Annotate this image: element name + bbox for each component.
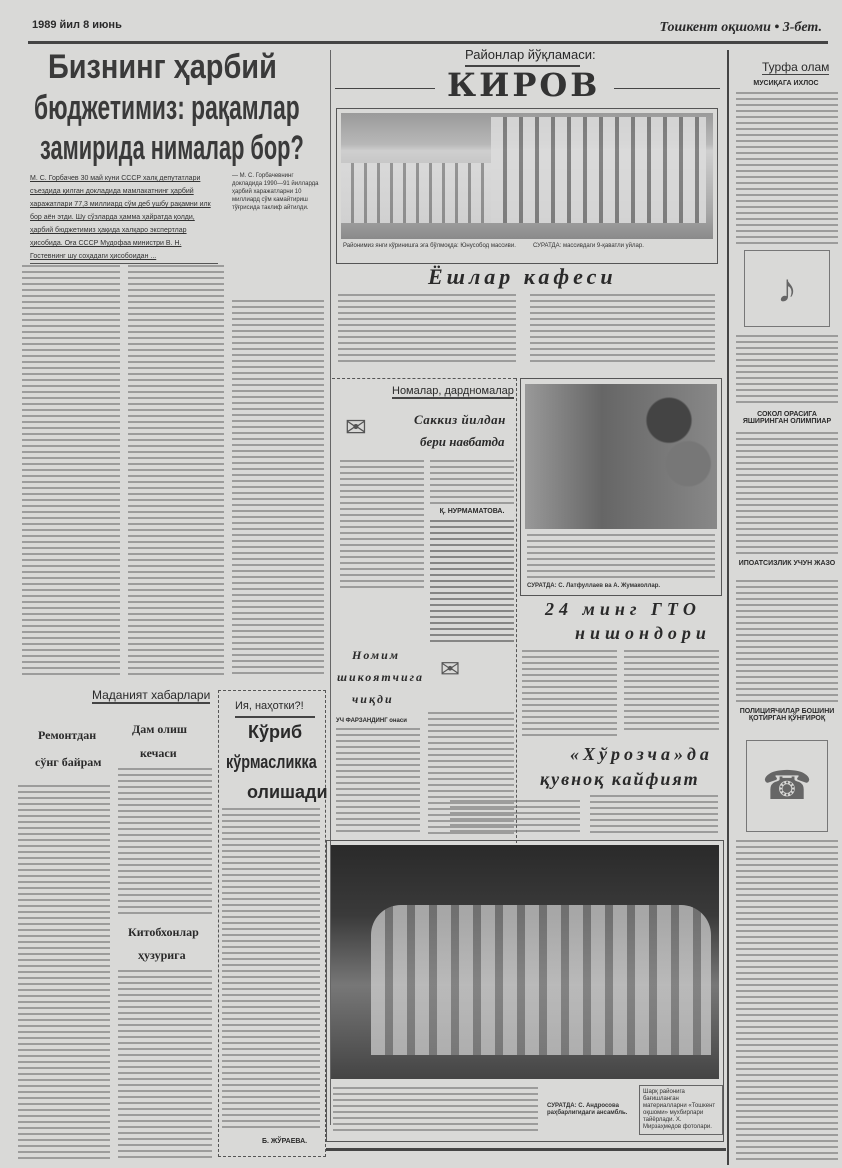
computer-caption-credit: СУРАТДА: С. Латфуллаев ва А. Жумаколлар. [527, 583, 661, 589]
letter1-title-2: бери навбатда [420, 434, 505, 449]
lead-body-col3 [232, 300, 324, 675]
lead-body-col2 [128, 265, 224, 675]
bottom-rule [326, 1148, 726, 1151]
really-section: Ия, наҳотки?! [235, 700, 304, 712]
really-rule [235, 716, 315, 718]
culture-item2-title-2: кечаси [140, 746, 177, 760]
envelope-phone-icon-2: ✉ [440, 657, 461, 683]
kirov-caption-right: СУРАТДА: массивдаги 9-қаватли уйлар. [533, 243, 644, 249]
masthead-rule [28, 41, 828, 44]
building-tall [491, 117, 706, 223]
kirov-kicker: Районлар йўқламаси: [465, 47, 596, 62]
letter1-title-1: Саккиз йилдан [414, 412, 506, 427]
world-item4-title: ПОЛИЦИЯЧИЛАР БОШИНИ ҚОТИРГАН ҚЎНҒИРОҚ [739, 708, 835, 722]
rooster-body-col1 [450, 800, 580, 835]
kids-photo-frame [326, 840, 724, 1142]
lead-title-3: замирида нималар бор? [40, 129, 304, 167]
letter2-body-col1 [336, 728, 420, 836]
really-body [222, 808, 320, 1128]
rooster-body-col2 [590, 795, 718, 835]
title-rule-left [335, 88, 435, 89]
letter2-lead: УЧ ФАРЗАНДИНГ онаси [336, 718, 407, 724]
culture-item1-body [18, 785, 110, 1160]
title-rule-right [614, 88, 720, 89]
apartment-photo [341, 113, 713, 239]
lead-title-1: Бизнинг ҳарбий [48, 48, 277, 86]
lead-quote: — М. С. Горбачевнинг докладида 1990—91 йилларда ҳарбий харажатларни 10 миллиард сўм камайтириш тўғрисида таклиф айтилди. [232, 173, 319, 211]
really-title-2: кўрмасликка [226, 752, 317, 772]
culture-item1-title-2: сўнг байрам [35, 755, 102, 769]
letter2-title-2: шикоятчига [337, 670, 425, 684]
rooster-title-1: «Хўрозча»да [570, 744, 713, 764]
kids-caption-text [333, 1087, 538, 1131]
lead-title-2: бюджетимиз: рақамлар [34, 89, 300, 127]
kirov-photo-frame [336, 108, 718, 264]
kids-row [371, 905, 711, 1055]
gto-title-1: 24 минг ГТО [545, 599, 701, 619]
gto-body-col1 [522, 650, 617, 738]
letter1-body-col2 [430, 460, 514, 504]
letter2-body [430, 520, 514, 645]
letter2-title-1: Номим [352, 648, 400, 662]
kirov-caption-left: Районимиз янги кўринишга эга бўлмоқда: Юнусобод массиви. [343, 243, 516, 249]
letters-box-top [332, 378, 516, 379]
letter1-body-col1 [340, 460, 424, 590]
world-item3-title: ИПОАТСИЗЛИК УЧУН ЖАЗО [738, 560, 836, 567]
world-item1-body [736, 92, 838, 245]
letters-section: Номалар, дардномалар [392, 385, 514, 397]
kids-ensemble-photo [331, 845, 719, 1079]
kirov-border-right [727, 50, 729, 1165]
world-item4-body [736, 840, 838, 1160]
cafe-body-col2 [530, 294, 715, 366]
computer-photo [525, 384, 717, 529]
really-title-3: олишади [247, 782, 328, 802]
issue-date: 1989 йил 8 июнь [32, 19, 122, 31]
building-low [341, 163, 491, 223]
world-item2-title: СОКОЛ ОРАСИГА ЯШИРИНГАН ОЛИМПИАР [742, 411, 832, 425]
culture-item3-title-2: ҳузурига [138, 948, 186, 962]
computer-caption-text [527, 534, 715, 580]
cafe-title: Ёшлар кафеси [428, 264, 617, 289]
kids-caption-credit: СУРАТДА: С. Андросова раҳбарлигидаги ансамбль. [547, 1103, 628, 1116]
world-item3-body [736, 580, 838, 703]
really-signature: Б. ЖЎРАЕВА. [262, 1138, 308, 1145]
gto-title-2: нишондори [575, 623, 711, 643]
world-item2-body [736, 432, 838, 555]
computer-photo-frame [520, 378, 722, 596]
world-item1-title: МУСИҚАГА ИХЛОС [753, 80, 819, 87]
culture-item2-body [118, 768, 212, 918]
rooster-title-2: қувноқ кайфият [540, 769, 700, 789]
really-title-1: Кўриб [248, 722, 303, 742]
world-section: Турфа олам [762, 60, 830, 74]
cafe-body-col1 [338, 294, 516, 366]
accordion-girl-illustration: ♪ [744, 250, 830, 327]
culture-item1-title-1: Ремонтдан [38, 728, 97, 742]
envelope-phone-icon: ✉ [345, 413, 367, 442]
kids-credit-box: Шарқ районига бағишланган материалларни «Тошкент оқшоми» мухбирлари тайёрлади. Х. Мирзаҳмедов фотолари. [639, 1085, 723, 1135]
culture-item3-title-1: Китобхонлар [128, 925, 199, 939]
letter1-signature: Қ. НУРМАМАТОВА. [439, 508, 505, 515]
lead-body-col1 [22, 265, 120, 675]
letter2-title-3: чиқди [352, 692, 394, 706]
kirov-title: КИРОВ [447, 66, 601, 104]
police-cartoon-illustration: ☎ [746, 740, 828, 832]
gto-body-col2 [624, 650, 719, 732]
culture-item3-body [118, 970, 212, 1160]
culture-section: Маданият хабарлари [92, 688, 211, 702]
world-item1-body-2 [736, 335, 838, 405]
lead-intro: М. С. Горбачев 30 май куни СССР халқ депутатлари съездида қилган докладида мамлакатнинг ҳарбий харажатлари 77,3 миллиард сўм деб ушбу рақамни илк бор аён этди. Шу сўзларда ҳамма ҳайратда қолди, ҳарбий бюджетимиз ҳақида халқаро экспертлар ҳисобида. Оға СССР Мудофаа министри В. Н. Гостевнинг шу соҳадаги ҳисобоидан ... [30, 172, 218, 264]
paper-name: Тошкент оқшоми • 3-бет. [659, 20, 822, 35]
culture-item2-title-1: Дам олиш [132, 722, 188, 736]
